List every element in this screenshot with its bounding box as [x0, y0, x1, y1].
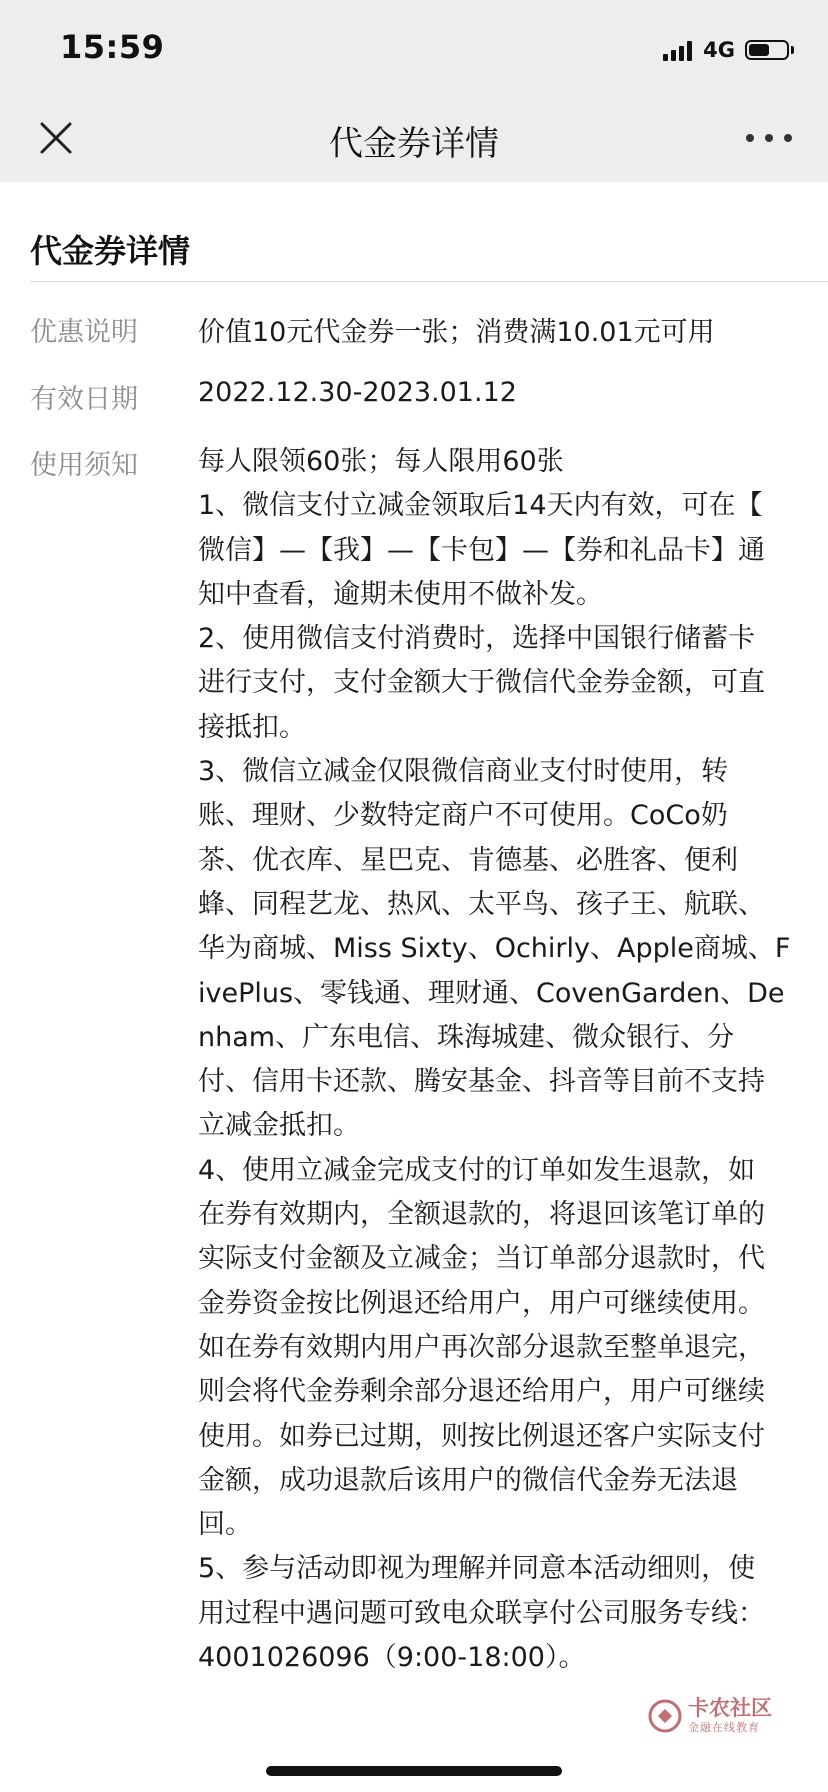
note-line: 每人限领60张；每人限用60张: [198, 446, 564, 477]
discount-label: 优惠说明: [30, 317, 138, 348]
header-area: [0, 0, 828, 182]
validity-label: 有效日期: [30, 384, 138, 415]
network-type: 4G: [703, 38, 735, 62]
note-line: 3、微信立减金仅限微信商业支付时使用，转: [198, 756, 729, 788]
battery-icon: [745, 40, 789, 60]
section-title: 代金券详情: [30, 232, 191, 270]
more-icon[interactable]: [746, 128, 792, 148]
note-line: 账、理财、少数特定商户不可使用。CoCo奶: [198, 800, 728, 832]
status-time: 15:59: [60, 28, 165, 66]
watermark: [648, 1698, 772, 1733]
note-line: 5、参与活动即视为理解并同意本活动细则，使: [198, 1553, 756, 1585]
usage-label: 使用须知: [30, 450, 138, 481]
watermark-subtitle: 金融在线教育: [688, 1721, 760, 1734]
note-line: 微信】—【我】—【卡包】—【券和礼品卡】通: [198, 534, 765, 566]
note-line: 用过程中遇问题可致电众联享付公司服务专线：: [198, 1597, 765, 1629]
home-indicator[interactable]: [266, 1766, 562, 1776]
watermark-logo-icon: [648, 1699, 682, 1733]
note-line: 茶、优衣库、星巴克、肯德基、必胜客、便利: [198, 844, 738, 876]
page-title: 代金券详情: [329, 124, 499, 164]
note-line: 金额，成功退款后该用户的微信代金券无法退: [198, 1464, 738, 1496]
note-line: 2、使用微信支付消费时，选择中国银行储蓄卡: [198, 623, 756, 655]
note-line: nham、广东电信、珠海城建、微众银行、分: [198, 1021, 735, 1053]
note-line: 立减金抵扣。: [198, 1110, 360, 1142]
note-line: 华为商城、Miss Sixty、Ochirly、Apple商城、F: [198, 933, 791, 965]
note-line: 接抵扣。: [198, 711, 306, 743]
note-line: 则会将代金券剩余部分退还给用户，用户可继续: [198, 1376, 765, 1408]
discount-value: 价值10元代金券一张；消费满10.01元可用: [198, 317, 715, 348]
note-line: 4、使用立减金完成支付的订单如发生退款，如: [198, 1154, 756, 1186]
status-indicators: [663, 34, 794, 66]
note-line: ivePlus、零钱通、理财通、CovenGarden、De: [198, 977, 785, 1009]
note-line: 实际支付金额及立减金；当订单部分退款时，代: [198, 1243, 765, 1275]
note-line: 付、信用卡还款、腾安基金、抖音等目前不支持: [198, 1066, 765, 1098]
note-line: 在券有效期内，全额退款的，将退回该笔订单的: [198, 1199, 765, 1231]
watermark-title: 卡农社区: [688, 1696, 772, 1720]
battery-tip: [791, 46, 794, 54]
note-line: 1、微信支付立减金领取后14天内有效，可在【: [198, 490, 763, 522]
note-line: 使用。如券已过期，则按比例退还客户实际支付: [198, 1420, 765, 1452]
note-line: 知中查看，逾期未使用不做补发。: [198, 578, 603, 610]
note-line: 进行支付，支付金额大于微信代金券金额，可直: [198, 667, 765, 699]
validity-value: 2022.12.30-2023.01.12: [198, 377, 517, 408]
note-line: 4001026096（9:00-18:00）。: [198, 1642, 586, 1674]
note-line: 如在券有效期内用户再次部分退款至整单退完，: [198, 1331, 765, 1363]
note-line: 金券资金按比例退还给用户，用户可继续使用。: [198, 1287, 765, 1319]
note-line: 回。: [198, 1509, 252, 1541]
signal-icon: [663, 39, 695, 61]
divider: [30, 281, 828, 282]
note-line: 蜂、同程艺龙、热风、太平鸟、孩子王、航联、: [198, 888, 765, 920]
usage-notes: [198, 440, 798, 1680]
close-icon[interactable]: [36, 118, 76, 158]
